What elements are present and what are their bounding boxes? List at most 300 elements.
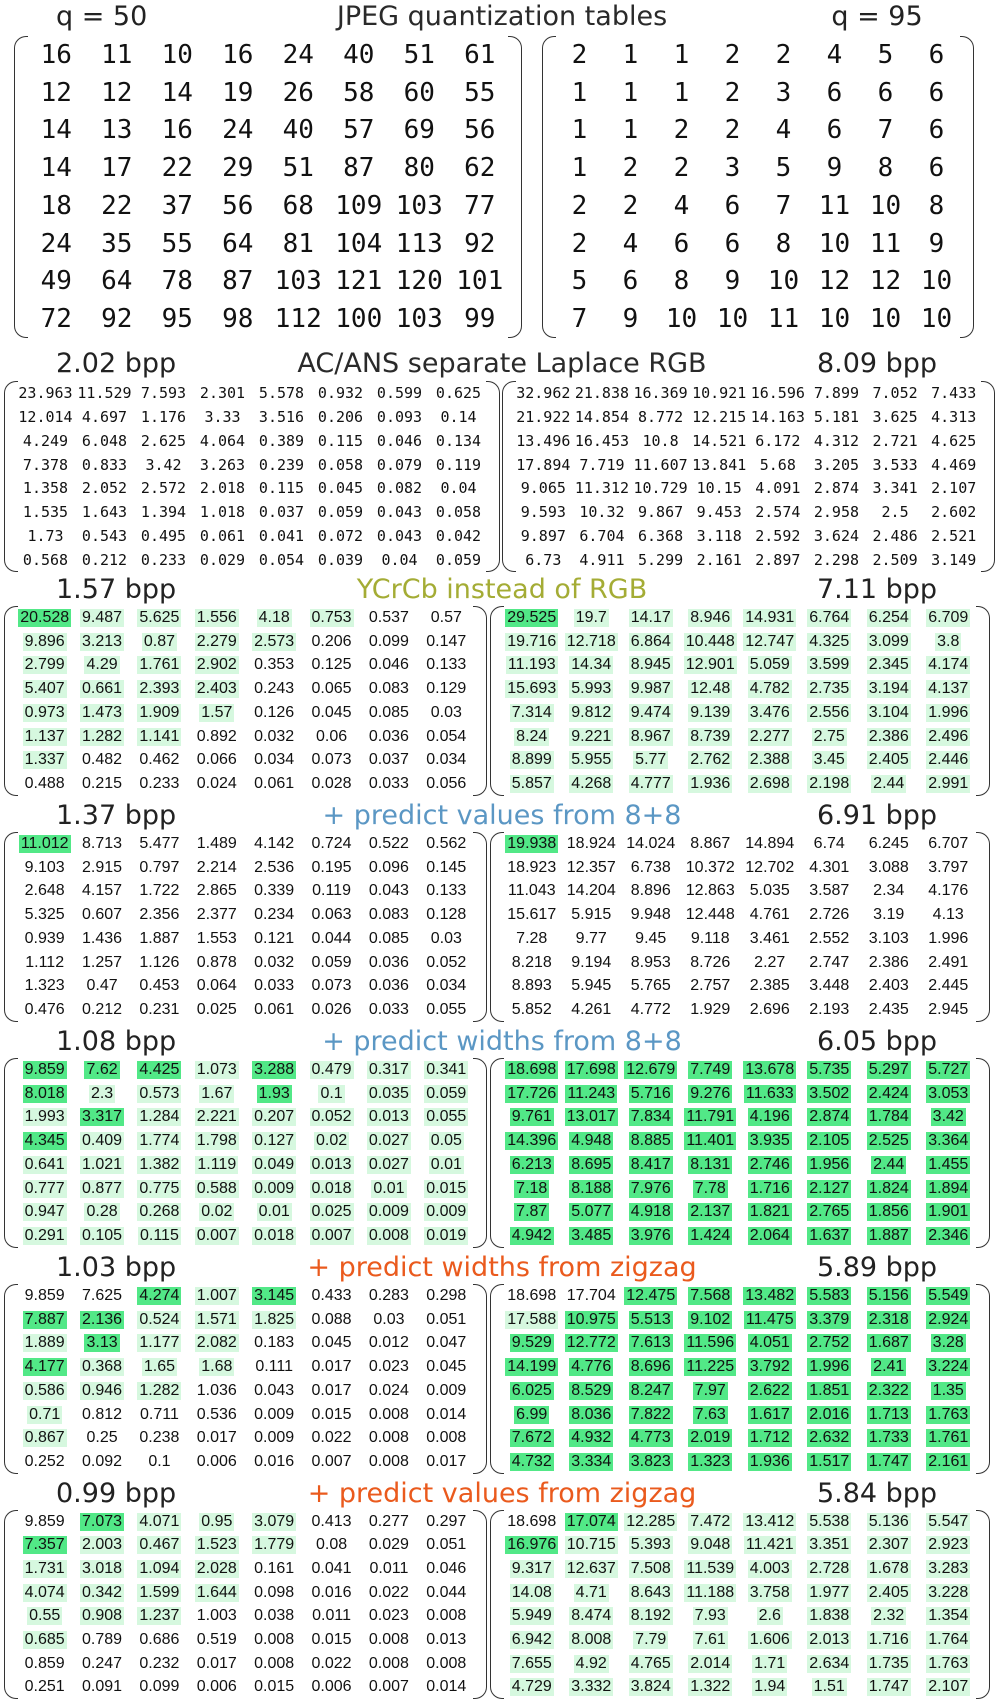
cell-value: 2.915 — [82, 858, 123, 876]
matrix-cell — [502, 677, 562, 701]
cell-value: 0.207 — [254, 1108, 295, 1126]
cell-value: 3.533 — [872, 455, 918, 474]
matrix-cell — [450, 187, 511, 225]
cell-value: 12 — [40, 77, 72, 108]
matrix-cell — [860, 112, 911, 150]
cell-value: 16 — [161, 115, 193, 146]
cell-value: 0.134 — [435, 431, 482, 450]
cell-value: 0.04 — [381, 551, 418, 570]
cell-value: 3.625 — [872, 407, 918, 426]
cell-value: 0.054 — [426, 727, 467, 745]
cell-value: 1.774 — [139, 1132, 180, 1150]
cell-value: 0.047 — [426, 1334, 467, 1352]
matrix-cell — [303, 1332, 360, 1356]
cell-value: 10 — [716, 304, 749, 335]
matrix-cell — [681, 927, 741, 951]
cell-value: 5.181 — [813, 407, 860, 426]
matrix-cell — [147, 187, 208, 225]
matrix-cell — [246, 1403, 303, 1427]
cell-value: 2.214 — [196, 858, 237, 876]
matrix-cell — [329, 112, 390, 150]
cell-value: 4.772 — [630, 1001, 671, 1019]
cell-value: 1.282 — [139, 1381, 180, 1399]
right-bracket — [473, 1058, 487, 1248]
matrix-cell — [188, 1284, 245, 1308]
matrix-cell — [681, 1379, 741, 1403]
matrix-cell — [758, 263, 809, 301]
matrix-cell — [740, 1534, 800, 1558]
matrix-cell — [919, 880, 979, 904]
matrix-cell — [73, 832, 130, 856]
cell-value: 0.777 — [24, 1179, 65, 1197]
matrix-cell — [246, 1058, 303, 1082]
matrix-cell — [859, 1224, 919, 1248]
matrix-cell — [554, 187, 605, 225]
cell-value: 12.863 — [685, 882, 735, 900]
matrix-cell — [193, 477, 252, 501]
matrix-cell — [749, 500, 808, 524]
cell-value: 1.763 — [928, 1405, 969, 1423]
cell-value: 4.345 — [24, 1132, 65, 1150]
cell-value: 1.337 — [24, 751, 65, 769]
cell-value: 4.71 — [575, 1583, 607, 1601]
matrix-cell — [73, 1427, 130, 1451]
matrix-cell — [26, 187, 87, 225]
matrix-cell — [502, 832, 562, 856]
matrix-cell — [707, 112, 758, 150]
matrix-cell — [73, 1628, 130, 1652]
matrix-cell — [134, 548, 193, 572]
cell-value: 21.838 — [574, 383, 630, 402]
cell-value: 0.946 — [82, 1381, 123, 1399]
cell-value: 0.082 — [376, 479, 423, 498]
matrix-cell — [16, 405, 75, 429]
matrix-cell — [246, 1450, 303, 1474]
cell-value: 8.417 — [630, 1155, 671, 1173]
matrix-cell — [605, 263, 656, 301]
cell-value: 2.127 — [809, 1179, 850, 1197]
cell-value: 8.695 — [571, 1155, 612, 1173]
cell-value: 2.44 — [873, 1155, 905, 1173]
cell-value: 2.405 — [868, 1583, 909, 1601]
matrix-cell — [246, 1534, 303, 1558]
cell-value: 2.403 — [196, 680, 237, 698]
matrix-cell — [800, 832, 860, 856]
matrix-cell — [429, 477, 488, 501]
cell-value: 1.735 — [868, 1654, 909, 1672]
cell-value: 1.036 — [196, 1381, 237, 1399]
matrix-cell — [73, 725, 130, 749]
matrix-cell — [919, 1557, 979, 1581]
matrix-cell — [418, 1403, 475, 1427]
matrix-cell — [418, 606, 475, 630]
matrix-cell — [73, 1675, 130, 1699]
matrix-cell — [758, 300, 809, 338]
matrix-cell — [193, 405, 252, 429]
cell-value: 7.887 — [24, 1310, 65, 1328]
matrix-cell — [16, 1284, 73, 1308]
matrix-cell — [502, 1058, 562, 1082]
cell-value: 5.136 — [868, 1512, 909, 1530]
matrix-cell — [554, 74, 605, 112]
matrix-cell — [16, 548, 75, 572]
cell-value: 3 — [775, 77, 792, 108]
matrix-cell — [631, 500, 690, 524]
matrix-cell — [562, 1628, 622, 1652]
matrix-cell — [859, 998, 919, 1022]
matrix-cell — [621, 1332, 681, 1356]
matrix-cell — [418, 951, 475, 975]
matrix-cell — [740, 606, 800, 630]
matrix-cell — [418, 1581, 475, 1605]
right-matrix — [490, 1510, 990, 1699]
matrix-cell — [131, 725, 188, 749]
matrix-cell — [268, 187, 329, 225]
matrix-cell — [389, 112, 450, 150]
matrix-cell — [562, 927, 622, 951]
cell-value: 4.177 — [24, 1358, 65, 1376]
cell-value: 1.851 — [809, 1381, 850, 1399]
cell-value: 0.625 — [435, 383, 482, 402]
matrix-cell — [360, 1355, 417, 1379]
matrix-cell — [859, 927, 919, 951]
matrix-cell — [188, 975, 245, 999]
cell-value: 0.008 — [368, 1227, 409, 1245]
cell-value: 2.75 — [813, 727, 845, 745]
cell-value: 2.572 — [140, 479, 187, 498]
matrix-cell — [303, 1153, 360, 1177]
cell-value: 1.763 — [928, 1654, 969, 1672]
cell-value: 0.011 — [369, 1560, 409, 1578]
matrix-cell — [859, 1427, 919, 1451]
matrix-cell — [502, 951, 562, 975]
matrix-cell — [16, 951, 73, 975]
matrix-cell — [131, 856, 188, 880]
matrix-cell — [860, 263, 911, 301]
cell-value: 3.19 — [873, 906, 905, 924]
cell-value: 8.899 — [511, 751, 552, 769]
cell-value: 0.413 — [311, 1512, 352, 1530]
cell-value: 0.083 — [368, 680, 409, 698]
cell-value: 12 — [818, 266, 851, 297]
matrix-cell — [502, 1224, 562, 1248]
cell-value: 0.051 — [426, 1310, 467, 1328]
cell-value: 103 — [395, 304, 443, 335]
cell-value: 4.091 — [755, 479, 801, 498]
cell-value: 0.007 — [311, 1453, 352, 1471]
matrix-cell — [360, 1106, 417, 1130]
cell-value: 103 — [395, 190, 443, 221]
cell-value: 1.358 — [22, 479, 69, 498]
cell-value: 1.71 — [754, 1654, 786, 1672]
cell-value: 4.157 — [82, 882, 123, 900]
matrix-cell — [859, 1177, 919, 1201]
cell-value: 98 — [222, 304, 254, 335]
section-title: + predict values from zigzag — [307, 1478, 697, 1509]
matrix-cell — [562, 772, 622, 796]
cell-value: 0.044 — [426, 1583, 467, 1601]
matrix-cell — [562, 1332, 622, 1356]
cell-value: 3.194 — [868, 680, 909, 698]
cell-value: 11.312 — [574, 479, 630, 498]
cell-value: 7.655 — [511, 1654, 552, 1672]
cell-value: 0.01 — [373, 1179, 405, 1197]
matrix-cell — [360, 1652, 417, 1676]
matrix-cell — [514, 477, 573, 501]
matrix-cell — [502, 1628, 562, 1652]
matrix-cell — [303, 1605, 360, 1629]
matrix-cell — [502, 1332, 562, 1356]
cell-value: 14.894 — [745, 834, 795, 852]
cell-value: 3.587 — [809, 882, 850, 900]
cell-value: 2.322 — [868, 1381, 909, 1399]
cell-value: 1.936 — [749, 1453, 790, 1471]
matrix-cell — [605, 300, 656, 338]
matrix-cell — [502, 1557, 562, 1581]
cell-value: 0.479 — [311, 1060, 352, 1078]
matrix-cell — [681, 1581, 741, 1605]
matrix-cell — [73, 856, 130, 880]
matrix-cell — [16, 524, 75, 548]
matrix-cell — [303, 927, 360, 951]
cell-value: 9.065 — [520, 479, 566, 498]
cell-value: 0.052 — [311, 1108, 352, 1126]
cell-value: 5.156 — [868, 1286, 909, 1304]
matrix-cell — [740, 1106, 800, 1130]
cell-value: 19.716 — [507, 632, 557, 650]
cell-value: 0.145 — [426, 858, 467, 876]
matrix-cell — [800, 975, 860, 999]
matrix-cell — [681, 1355, 741, 1379]
cell-value: 1.535 — [22, 503, 69, 522]
matrix-cell — [859, 772, 919, 796]
cell-value: 5.549 — [928, 1286, 969, 1304]
cell-value: 9.529 — [511, 1334, 552, 1352]
cell-value: 121 — [335, 266, 383, 297]
cell-value: 12 — [869, 266, 902, 297]
matrix-cell — [418, 1332, 475, 1356]
matrix-cell — [800, 1129, 860, 1153]
cell-value: 14 — [40, 115, 72, 146]
matrix-cell — [690, 453, 749, 477]
cell-value: 5.68 — [759, 455, 796, 474]
cell-value: 0.017 — [311, 1381, 352, 1399]
cell-value: 0.488 — [24, 775, 65, 793]
cell-value: 2 — [571, 190, 588, 221]
cell-value: 1.713 — [868, 1405, 909, 1423]
matrix-cell — [562, 701, 622, 725]
cell-value: 1.553 — [196, 929, 237, 947]
cell-value: 2.307 — [868, 1536, 909, 1554]
matrix-cell — [502, 1177, 562, 1201]
cell-value: 58 — [343, 77, 375, 108]
cell-value: 16 — [222, 39, 254, 70]
matrix-cell — [800, 1534, 860, 1558]
cell-value: 19.938 — [507, 834, 557, 852]
cell-value: 8.643 — [630, 1583, 671, 1601]
cell-value: 0.061 — [199, 527, 246, 546]
matrix-cell — [429, 500, 488, 524]
matrix-cell — [303, 1427, 360, 1451]
cell-value: 12 — [101, 77, 133, 108]
matrix-cell — [656, 112, 707, 150]
cell-value: 95 — [161, 304, 193, 335]
cell-value: 1.517 — [809, 1453, 850, 1471]
cell-value: 11.243 — [567, 1084, 616, 1102]
matrix-cell — [73, 1224, 130, 1248]
cell-value: 24 — [40, 228, 72, 259]
matrix-cell — [800, 1557, 860, 1581]
cell-value: 7.18 — [516, 1179, 548, 1197]
cell-value: 2.346 — [928, 1227, 969, 1245]
matrix-cell — [573, 524, 632, 548]
cell-value: 0.291 — [24, 1227, 65, 1245]
matrix-cell — [73, 1058, 130, 1082]
matrix-cell — [26, 300, 87, 338]
cell-value: 0.01 — [258, 1203, 290, 1221]
matrix-cell — [303, 998, 360, 1022]
matrix-cell — [919, 856, 979, 880]
matrix-cell — [73, 1355, 130, 1379]
cell-value: 0.037 — [368, 751, 409, 769]
cell-value: 100 — [335, 304, 383, 335]
cell-value: 1.716 — [749, 1179, 790, 1197]
cell-value: 4.625 — [931, 431, 977, 450]
matrix-cell — [621, 903, 681, 927]
matrix-cell — [562, 1379, 622, 1403]
matrix-cell — [246, 1581, 303, 1605]
matrix-cell — [859, 630, 919, 654]
matrix-cell — [208, 149, 269, 187]
cell-value: 2.019 — [690, 1429, 731, 1447]
matrix-cell — [502, 1403, 562, 1427]
right-bracket — [976, 1058, 990, 1248]
matrix-cell — [147, 36, 208, 74]
matrix-cell — [859, 1534, 919, 1558]
matrix-cell — [740, 1652, 800, 1676]
cell-value: 9.317 — [511, 1560, 552, 1578]
cell-value: 0.034 — [426, 751, 467, 769]
matrix-cell — [859, 606, 919, 630]
matrix-cell — [73, 1450, 130, 1474]
matrix-cell — [859, 1450, 919, 1474]
cell-value: 1.137 — [24, 727, 65, 745]
cell-value: 0.065 — [311, 680, 352, 698]
matrix-cell — [246, 1557, 303, 1581]
matrix-cell — [16, 1581, 73, 1605]
cell-value: 2.27 — [754, 953, 786, 971]
cell-value: 0.099 — [139, 1678, 180, 1696]
matrix-cell — [800, 1332, 860, 1356]
cell-value: 7.073 — [82, 1512, 123, 1530]
matrix-cell — [360, 1177, 417, 1201]
matrix-cell — [246, 880, 303, 904]
cell-value: 0.119 — [312, 882, 351, 900]
matrix-cell — [681, 772, 741, 796]
cell-value: 11 — [767, 304, 800, 335]
matrix-cell — [360, 880, 417, 904]
cell-value: 0.462 — [139, 751, 180, 769]
cell-value: 4.911 — [579, 551, 625, 570]
cell-value: 0.018 — [311, 1179, 352, 1197]
cell-value: 14 — [40, 153, 72, 184]
matrix-cell — [360, 1403, 417, 1427]
cell-value: 0.008 — [368, 1453, 409, 1471]
matrix-cell — [208, 187, 269, 225]
cell-value: 0.009 — [254, 1405, 295, 1423]
cell-value: 5.735 — [809, 1060, 850, 1078]
cell-value: 64 — [101, 266, 133, 297]
cell-value: 0.251 — [24, 1678, 65, 1696]
matrix-cell — [429, 548, 488, 572]
matrix-cell — [450, 74, 511, 112]
matrix-cell — [208, 300, 269, 338]
matrix-cell — [740, 998, 800, 1022]
matrix-cell — [73, 1129, 130, 1153]
matrix-cell — [208, 263, 269, 301]
cell-value: 1.731 — [24, 1560, 65, 1578]
matrix-cell — [807, 405, 866, 429]
cell-value: 6.707 — [928, 834, 969, 852]
matrix-cell — [418, 1129, 475, 1153]
cell-value: 1.141 — [139, 727, 180, 745]
cell-value: 4.92 — [575, 1654, 607, 1672]
matrix-cell — [246, 772, 303, 796]
cell-value: 0.059 — [435, 551, 482, 570]
matrix-cell — [562, 677, 622, 701]
matrix-cell — [450, 300, 511, 338]
cell-value: 6.025 — [511, 1381, 552, 1399]
matrix-cell — [16, 832, 73, 856]
cell-value: 14.17 — [630, 608, 671, 626]
cell-value: 1.021 — [82, 1155, 123, 1173]
cell-value: 12.679 — [626, 1060, 676, 1078]
cell-value: 5.299 — [637, 551, 684, 570]
cell-value: 4 — [622, 228, 639, 259]
matrix-cell — [860, 187, 911, 225]
cell-value: 4.948 — [571, 1132, 612, 1150]
matrix-cell — [268, 36, 329, 74]
cell-value: 4 — [673, 190, 690, 221]
matrix-cell — [131, 1605, 188, 1629]
cell-value: 1.382 — [139, 1155, 180, 1173]
cell-value: 0.033 — [254, 977, 295, 995]
matrix-cell — [188, 1403, 245, 1427]
cell-value: 8.018 — [24, 1084, 65, 1102]
cell-value: 0.01 — [430, 1155, 462, 1173]
cell-value: 7.97 — [694, 1381, 726, 1399]
cell-value: 2.757 — [690, 977, 731, 995]
matrix-cell — [800, 1581, 860, 1605]
matrix-cell — [360, 1510, 417, 1534]
matrix-cell — [573, 381, 632, 405]
cell-value: 8.474 — [571, 1607, 612, 1625]
cell-value: 2.137 — [690, 1203, 731, 1221]
left-matrix — [4, 1284, 487, 1474]
left-label: 2.02 bpp — [56, 348, 177, 379]
cell-value: 0.562 — [426, 834, 467, 852]
cell-value: 0.017 — [311, 1358, 352, 1376]
matrix-cell — [562, 1403, 622, 1427]
matrix-cell — [924, 405, 983, 429]
cell-value: 0.007 — [311, 1227, 352, 1245]
matrix-cell — [919, 1628, 979, 1652]
cell-value: 4.777 — [630, 775, 671, 793]
right-bracket — [976, 832, 990, 1022]
matrix-cell — [562, 903, 622, 927]
matrix-cell — [87, 225, 148, 263]
cell-value: 9.987 — [630, 680, 671, 698]
